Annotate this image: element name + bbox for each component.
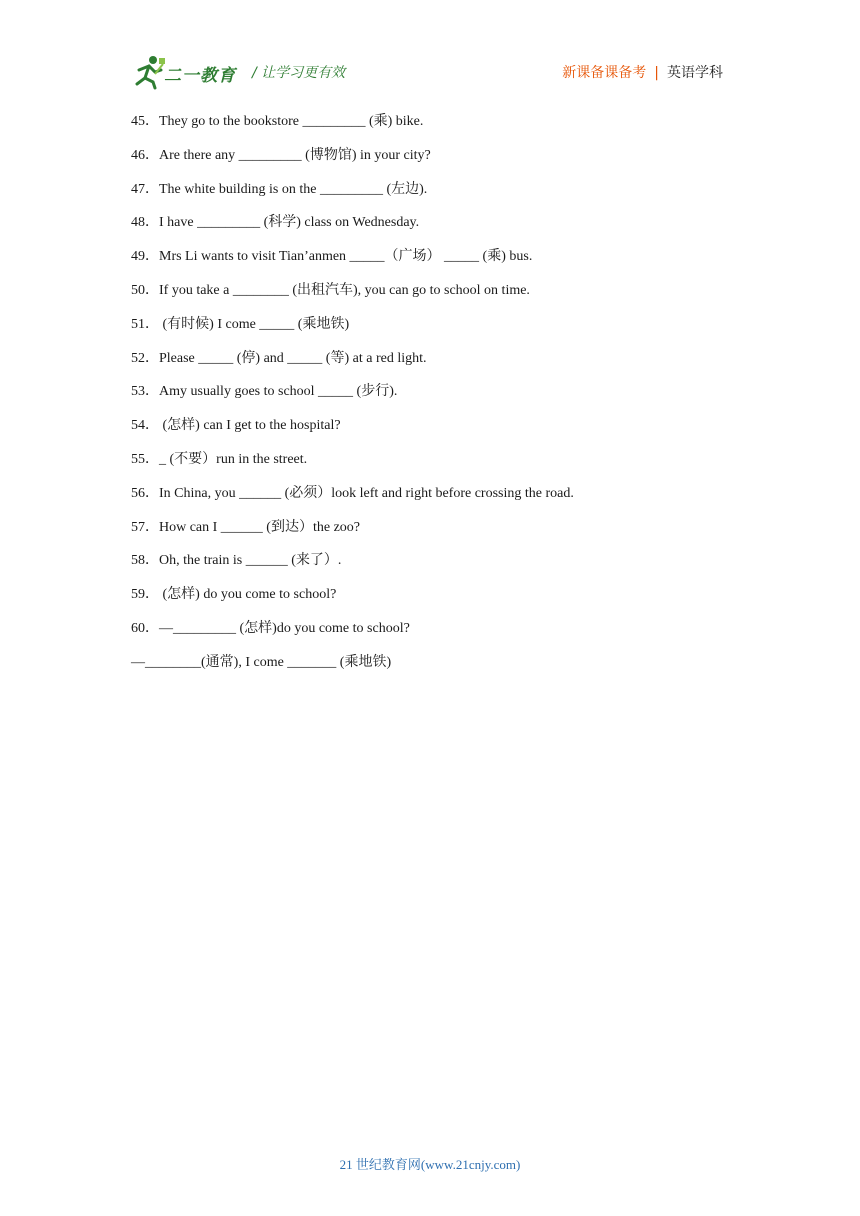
- question-46: 46．Are there any _________ (博物馆) in your city?: [131, 147, 431, 163]
- question-50: 50．If you take a ________ (出租汽车), you can go to school on time.: [131, 282, 530, 298]
- question-58: 58．Oh, the train is ______ (来了）.: [131, 553, 342, 569]
- tag-separator: |: [654, 65, 659, 81]
- question-59: 59． (怎样) do you come to school?: [131, 587, 337, 603]
- question-45: 45．They go to the bookstore _________ (乘) bike.: [131, 114, 424, 129]
- slogan: / 让学习更有效: [252, 65, 346, 81]
- logo: [131, 54, 241, 90]
- question-60: 60．—_________ (怎样)do you come to school?: [131, 620, 410, 636]
- question-51: 51． (有时候) I come _____ (乘地铁): [131, 316, 350, 332]
- question-52: 52．Please _____ (停) and _____ (等) at a red light.: [131, 350, 427, 366]
- runner-logo-icon: [131, 54, 165, 90]
- question-57: 57．How can I ______ (到达）the zoo?: [131, 519, 361, 535]
- question-55: 55．_ (不要）run in the street.: [131, 451, 308, 467]
- question-60-answer-line: —________(通常), I come _______ (乘地铁): [131, 654, 392, 670]
- question-47: 47．The white building is on the _________ (左边).: [131, 181, 428, 197]
- question-53: 53．Amy usually goes to school _____ (步行).: [131, 384, 398, 400]
- logo-text: 二一教育: [164, 66, 236, 86]
- subject-tag: 英语学科: [667, 65, 723, 81]
- course-tag: 新课备课备考: [562, 65, 647, 81]
- question-49: 49．Mrs Li wants to visit Tian’anmen _____（广场） _____ (乘) bus.: [131, 249, 533, 265]
- question-54: 54． (怎样) can I get to the hospital?: [131, 418, 341, 434]
- page-header: [0, 0, 860, 100]
- question-48: 48．I have _________ (科学) class on Wednesday.: [131, 215, 420, 231]
- question-56: 56．In China, you ______ (必须）look left and right before crossing the road.: [131, 485, 574, 501]
- question-list: [131, 113, 751, 688]
- page-footer: 21 世纪教育网(www.21cnjy.com): [339, 1157, 521, 1172]
- header-tags: [562, 62, 723, 82]
